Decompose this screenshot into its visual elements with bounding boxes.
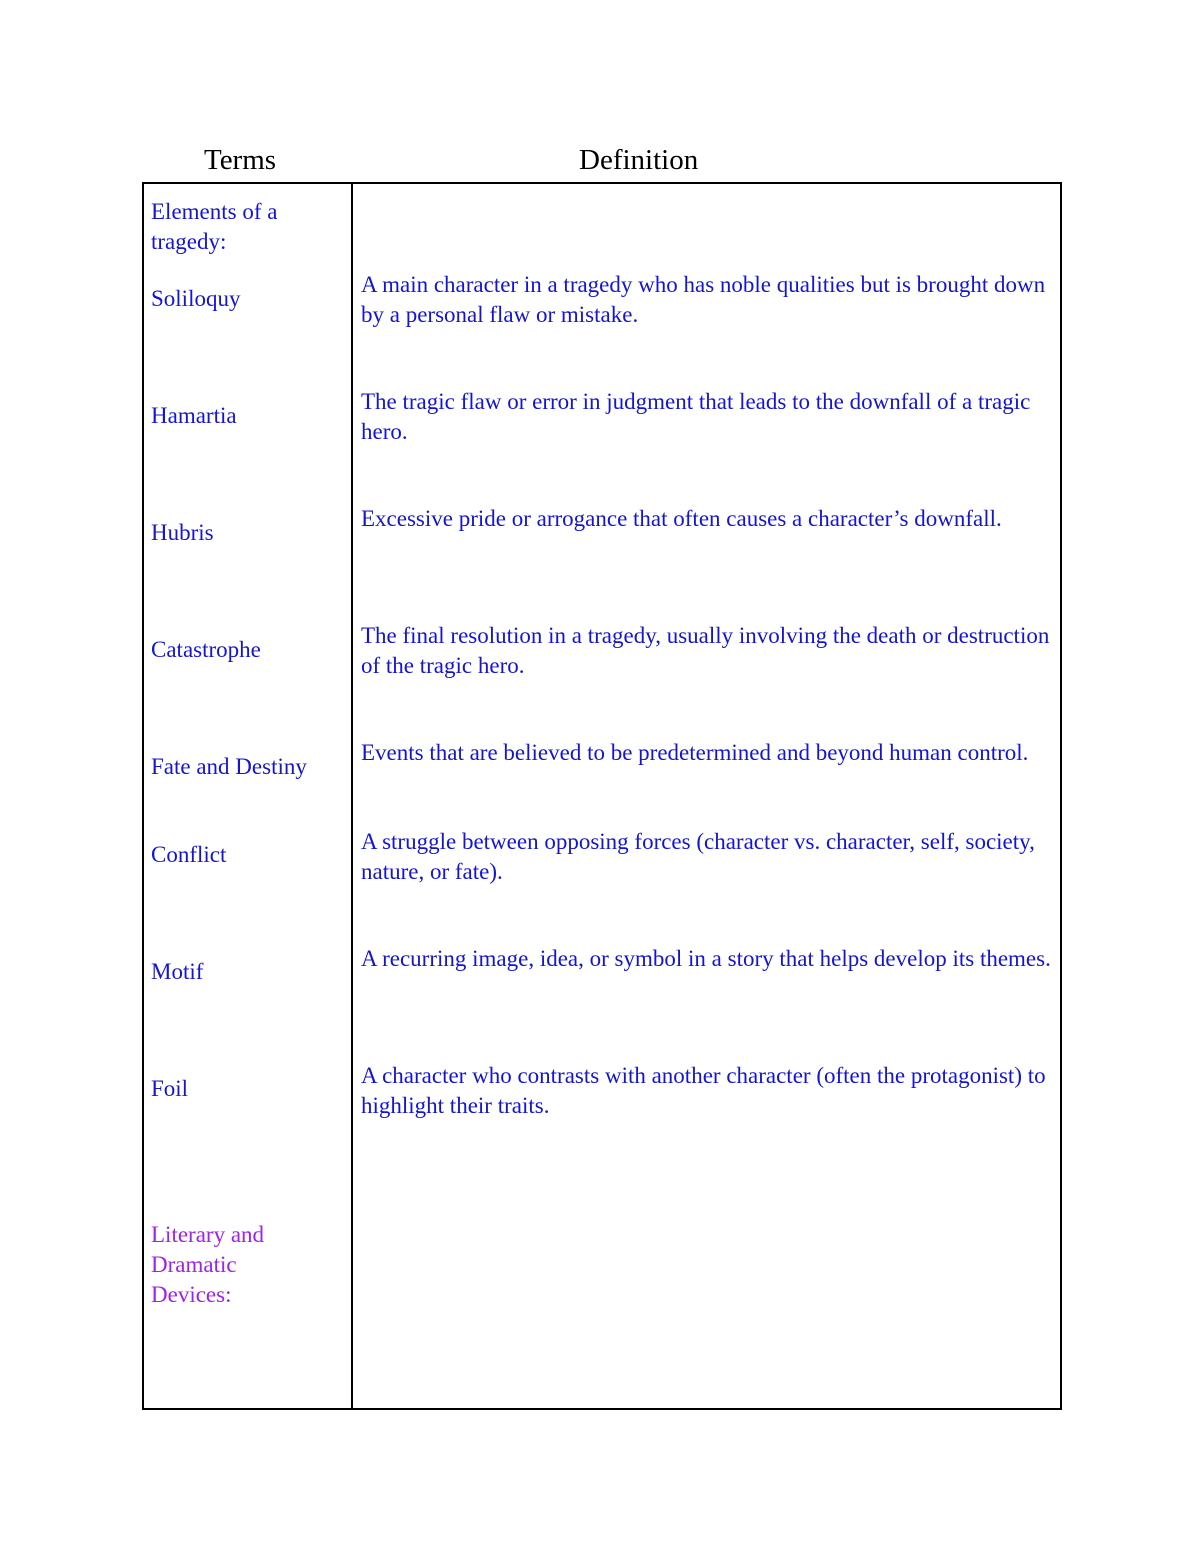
term-conflict: Conflict	[151, 842, 227, 867]
definition-fate-and-destiny: Events that are believed to be predetermined and beyond human control.	[361, 740, 1029, 765]
term-hubris: Hubris	[151, 520, 214, 545]
term-hamartia: Hamartia	[151, 403, 237, 428]
definition-hamartia: The tragic flaw or error in judgment that leads to the downfall of a tragic hero.	[361, 389, 1031, 444]
section-heading-devices: Literary and Dramatic Devices:	[151, 1222, 265, 1307]
term-motif: Motif	[151, 959, 204, 984]
column-divider	[351, 184, 353, 1408]
definition-foil: A character who contrasts with another character (often the protagonist) to highlight their traits.	[361, 1063, 1046, 1118]
definition-column-heading: Definition	[579, 144, 699, 176]
term-soliloquy: Soliloquy	[151, 286, 241, 311]
definition-conflict: A struggle between opposing forces (character vs. character, self, society, nature, or fate).	[361, 829, 1035, 884]
term-catastrophe: Catastrophe	[151, 637, 261, 662]
definition-hubris: Excessive pride or arrogance that often causes a character’s downfall.	[361, 506, 1002, 531]
terms-table	[142, 182, 1062, 1410]
term-fate-and-destiny: Fate and Destiny	[151, 754, 307, 779]
term-foil: Foil	[151, 1076, 189, 1101]
section-heading-elements: Elements of a tragedy:	[151, 199, 278, 254]
definition-catastrophe: The final resolution in a tragedy, usually involving the death or destruction of the tragic hero.	[361, 623, 1050, 678]
definition-motif: A recurring image, idea, or symbol in a story that helps develop its themes.	[361, 946, 1051, 971]
definition-soliloquy: A main character in a tragedy who has noble qualities but is brought down by a personal flaw or mistake.	[361, 272, 1046, 327]
terms-column-heading: Terms	[204, 144, 277, 176]
